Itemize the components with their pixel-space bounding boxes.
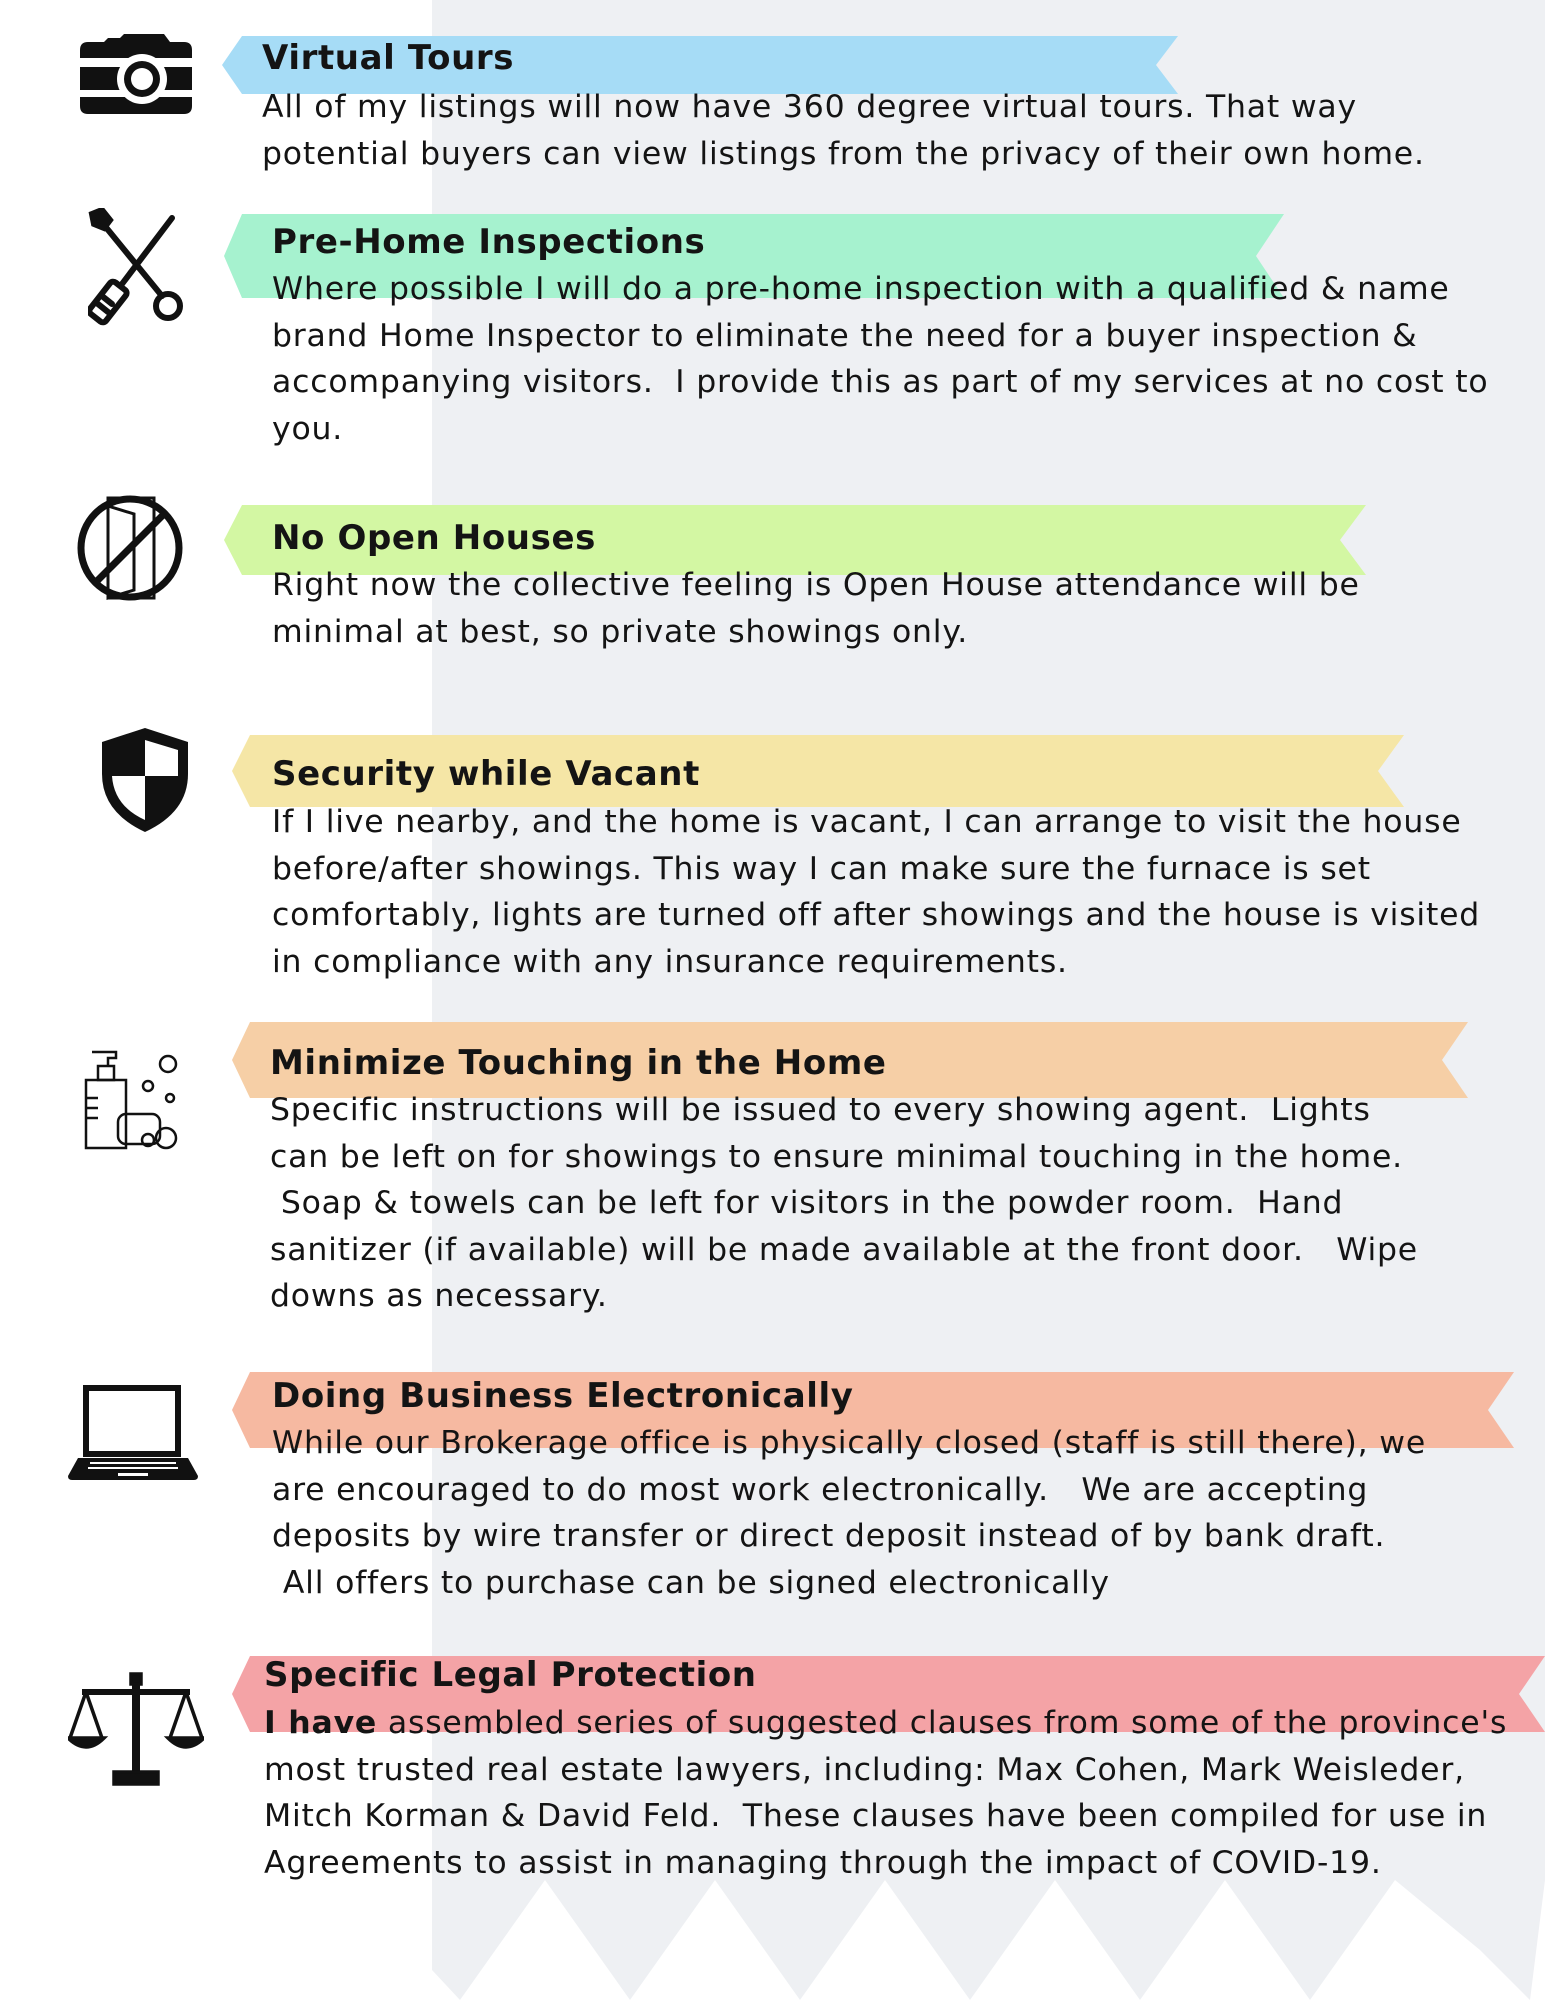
section-title: Security while Vacant <box>272 754 700 794</box>
section-title: Pre-Home Inspections <box>272 222 706 262</box>
tools-icon <box>88 208 184 326</box>
no-entry-door-icon <box>76 494 184 602</box>
section-title: Virtual Tours <box>262 38 515 78</box>
scales-icon <box>68 1672 204 1788</box>
section-title: Minimize Touching in the Home <box>270 1043 887 1083</box>
lead-text: I have <box>264 1705 378 1741</box>
section-body: Where possible I will do a pre-home inspection with a qualified & name brand Home Inspector to eliminate the need for a buyer inspection & accompanying visitors. I provide this as part of my services at no cost to you. <box>272 271 1489 447</box>
shield-icon <box>100 726 190 834</box>
soap-bottle-icon <box>78 1050 186 1152</box>
section-body: While our Brokerage office is physically closed (staff is still there), we are encouraged to do most work electronically. We are accepting deposits by wire transfer or direct deposit instead of by bank draft. All offers to purchase can be signed electronically <box>272 1425 1427 1601</box>
laptop-icon <box>68 1384 198 1482</box>
section-body: I have assembled series of suggested clauses from some of the province's most trusted real estate lawyers, including: Max Cohen, Mark Weisleder, Mitch Korman & David Feld. These clauses have been compiled for use in Agreements to assist in managing through the impact of COVID-19. <box>264 1705 1508 1881</box>
section-body: If I live nearby, and the home is vacant, I can arrange to visit the house before/after showings. This way I can make sure the furnace is set comfortably, lights are turned off after showings and the house is visited in compliance with any insurance requirements. <box>272 804 1481 980</box>
camera-icon <box>80 34 192 114</box>
section-body: Specific instructions will be issued to every showing agent. Lights can be left on for showings to ensure minimal touching in the home. Soap & towels can be left for visitors in the powder room. Hand sanitizer (if available) will be made available at the front door. Wipe downs as necessary. <box>270 1092 1418 1314</box>
section-title: Doing Business Electronically <box>272 1376 854 1416</box>
section-body: Right now the collective feeling is Open House attendance will be minimal at best, so private showings only. <box>272 567 1360 650</box>
section-body: All of my listings will now have 360 degree virtual tours. That way potential buyers can view listings from the privacy of their own home. <box>262 89 1425 172</box>
section-title: Specific Legal Protection <box>264 1655 757 1695</box>
section-title: No Open Houses <box>272 518 596 558</box>
